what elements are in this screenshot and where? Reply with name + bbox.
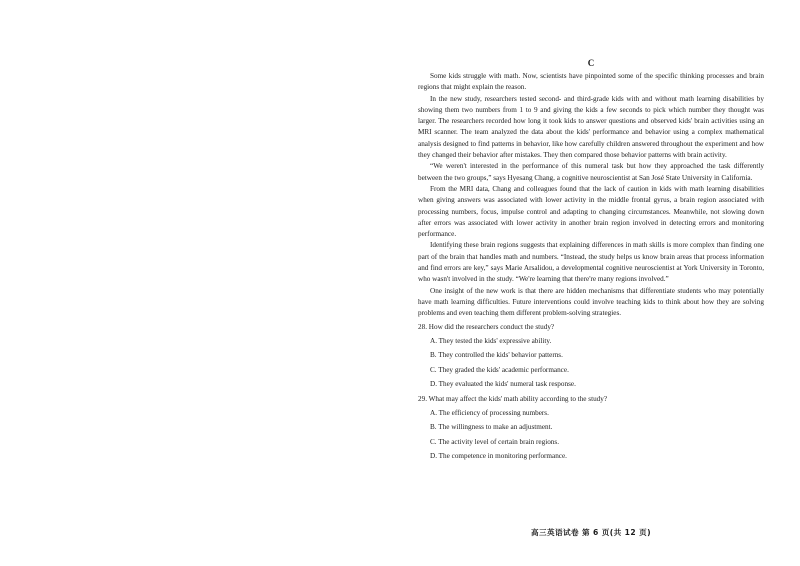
answer-options	[418, 334, 764, 392]
section-title: C	[587, 58, 595, 68]
answer-option-c: C. They graded the kids' academic performance.	[430, 365, 569, 374]
answer-option-a: A. They tested the kids' expressive ability.	[430, 336, 552, 345]
passage-paragraph-1: Some kids struggle with math. Now, scientists have pinpointed some of the specific thinking processes and brain regions that might explain the reason.	[418, 72, 764, 92]
answer-option-d: D. The competence in monitoring performance.	[430, 452, 567, 461]
passage-paragraph-6: One insight of the new work is that there are hidden mechanisms that differentiate students who may potentially have math learning difficulties. Future interventions could involve teaching kids to think about how they are solving problems and even teaching them different problem-solving strategies.	[418, 286, 764, 318]
answer-option-d: D. They evaluated the kids' numeral task response.	[430, 380, 576, 389]
passage-paragraph-4: From the MRI data, Chang and colleagues found that the lack of caution in kids with math learning disabilities when giving answers was associated with lower activity in the middle frontal gyrus, a brain region associated with processing numbers, focus, impulse control and adapting to changing circumstances. Meanwhile, not slowing down after errors was associated with lower activity in another brain region involved in detecting errors and monitoring performance.	[418, 184, 764, 239]
passage-paragraph-5: Identifying these brain regions suggests that explaining differences in math skills is more complex than finding one part of the brain that handles math and numbers. “Instead, the study helps us know brain areas that process information and find errors are key,” says Marie Arsalidou, a developmental cognitive neuroscientist at York University in Toronto, who wasn't involved in the study. “We're learning that there're many regions involved.”	[418, 241, 764, 284]
question-stem: 29. What may affect the kids' math ability according to the study?	[418, 394, 608, 403]
answer-option-a: A. The efficiency of processing numbers.	[430, 408, 549, 417]
passage-paragraph-2: In the new study, researchers tested second- and third-grade kids with and without math learning disabilities by showing them two numbers from 1 to 9 and giving the kids a few seconds to pick which number they thought was larger. The researchers recorded how long it took kids to answer questions and observed kids' brain activities using an MRI scanner. The team analyzed the data about the kids' performance and behavior using a complex mathematical analysis designed to find patterns in behavior, like how carefully children answered throughout the experiment and how they changed their behavior after mistakes. They then compared those behavior patterns with brain activity.	[418, 94, 764, 160]
passage-paragraph-3: “We weren't interested in the performance of this numeral task but how they approached the task differently between the two groups,” says Hyesang Chang, a cognitive neuroscientist at San José State University in California.	[418, 162, 764, 182]
question-stem: 28. How did the researchers conduct the study?	[418, 322, 555, 331]
answer-options	[418, 406, 764, 464]
answer-option-c: C. The activity level of certain brain regions.	[430, 437, 559, 446]
answer-option-b: B. The willingness to make an adjustment.	[430, 423, 553, 432]
question-29	[418, 392, 764, 464]
answer-option-b: B. They controlled the kids' behavior patterns.	[430, 351, 563, 360]
page-footer: 高三英语试卷 第 6 页(共 12 页)	[531, 528, 651, 537]
reading-passage-column	[418, 56, 764, 464]
question-28	[418, 320, 764, 392]
